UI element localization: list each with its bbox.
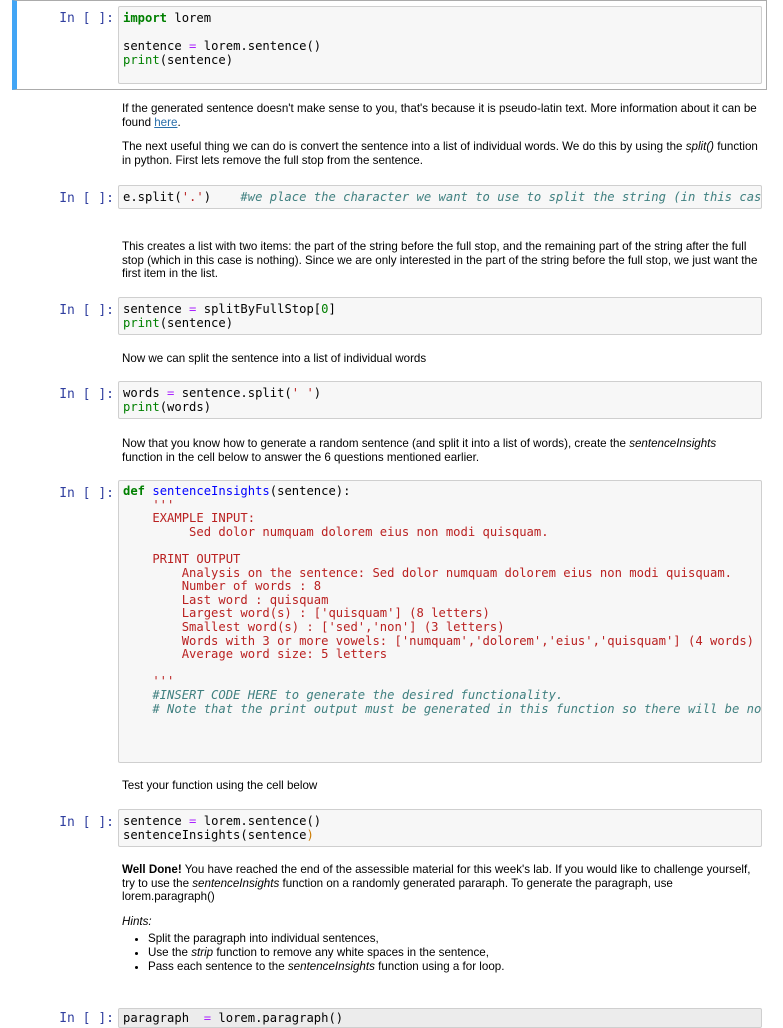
cell-5-prompt: In [ ]:: [59, 486, 114, 501]
code-text: sentence: [123, 39, 190, 53]
cell-6-prompt: In [ ]:: [59, 815, 114, 830]
here-link[interactable]: here: [154, 115, 178, 129]
md-text: You have reached the end of the assessible material for this week's lab. If you would like to challenge yourself, try to use the: [122, 863, 751, 890]
md-text: function using a for loop.: [374, 959, 505, 973]
code-text: sentenceInsights(sentence: [123, 828, 307, 842]
string-literal: '.': [181, 190, 204, 204]
md-text: The next useful thing we can do is convert the sentence into a list of individual words. We do this by using the: [122, 140, 686, 154]
list-item: [148, 932, 758, 946]
code-text: (sentence): [159, 316, 234, 330]
cell-1-editor[interactable]: [118, 6, 762, 84]
code-text: ): [313, 386, 322, 400]
operator: =: [189, 814, 197, 828]
md-text: Now that you know how to generate a random sentence (and split it into a list of words), create the: [122, 437, 630, 450]
md-text: If the generated sentence doesn't make sense to you, that's because it is pseudo-latin text. More information about it can be found: [122, 102, 757, 129]
hints-label: Hints:: [122, 914, 152, 928]
code-text: sentence: [123, 302, 190, 316]
builtin-print: print: [123, 400, 160, 414]
md-text: function to remove any white spaces in the sentence,: [213, 945, 489, 959]
md-emphasis: sentenceInsights: [287, 959, 375, 973]
operator: =: [203, 1011, 212, 1025]
cell-4-editor[interactable]: [118, 381, 762, 419]
code-comment: #INSERT CODE HERE to generate the desired functionality.: [123, 687, 564, 702]
builtin-print: print: [123, 316, 160, 330]
cell-3-editor[interactable]: [118, 297, 762, 335]
md-bold: Well Done!: [122, 863, 182, 876]
md-text: Pass each sentence to the: [148, 959, 288, 973]
md-text: Test your function using the cell below: [122, 779, 318, 792]
md-emphasis: sentenceInsights: [629, 437, 717, 450]
code-text: paragraph: [123, 1011, 204, 1025]
md-text: Split the paragraph into individual sentences,: [148, 932, 379, 946]
number-literal: 0: [321, 302, 329, 316]
code-text: lorem: [167, 11, 212, 25]
md-text: Now we can split the sentence into a list of individual words: [122, 352, 427, 365]
md-emphasis: split(): [685, 140, 715, 154]
markdown-cell-1: [122, 102, 758, 167]
cell-6-editor[interactable]: [118, 809, 762, 847]
cell-3-prompt: In [ ]:: [59, 303, 114, 318]
import-keyword: import: [123, 11, 168, 25]
md-text: function on a randomly generated pararaph. To generate the paragraph, use lorem.paragraph(): [122, 876, 673, 904]
md-text: This creates a list with two items: the part of the string before the full stop, and the remaining part of the string after the full stop (which in this case is nothing). Since we are only interested in the part of the string before the full stop, we just want the first item in the list.: [122, 240, 758, 281]
code-text: (sentence): [159, 53, 234, 67]
md-text: Use the: [148, 945, 192, 959]
code-text: sentence: [123, 814, 190, 828]
code-comment: #we place the character we want to use to split the string (in this cas: [240, 190, 762, 204]
markdown-cell-6: [122, 863, 758, 973]
cell-2-prompt: In [ ]:: [59, 191, 114, 206]
cell-1-prompt: In [ ]:: [59, 11, 114, 26]
code-text: lorem.sentence(): [196, 814, 322, 828]
md-text: .: [177, 115, 181, 129]
operator: =: [167, 386, 175, 400]
code-text: ]: [328, 302, 336, 316]
cell-5-editor[interactable]: [118, 480, 762, 763]
operator: =: [189, 302, 197, 316]
markdown-cell-5: [122, 779, 758, 793]
code-text: splitByFullStop[: [196, 302, 322, 316]
code-text: ): [203, 190, 241, 204]
cell-4-prompt: In [ ]:: [59, 387, 114, 402]
function-name: sentenceInsights: [152, 484, 270, 498]
cell-2-editor[interactable]: [118, 185, 762, 209]
def-keyword: def: [123, 484, 146, 498]
code-text: (words): [159, 400, 212, 414]
code-text: sentence.split(: [174, 386, 292, 400]
code-paren: ): [306, 828, 314, 842]
code-text: lorem.sentence(): [196, 39, 322, 53]
cell-7-prompt: In [ ]:: [59, 1011, 114, 1026]
builtin-print: print: [123, 53, 160, 67]
list-item: [148, 946, 758, 960]
markdown-cell-4: [122, 437, 758, 464]
operator: =: [189, 39, 197, 53]
string-literal: ' ': [291, 386, 314, 400]
code-text: words: [123, 386, 168, 400]
markdown-cell-3: [122, 352, 758, 366]
md-text: function in the cell below to answer the 6 questions mentioned earlier.: [122, 450, 480, 464]
markdown-cell-2: [122, 240, 758, 281]
code-comment: # Note that the print output must be generated in this function so there will be no: [123, 701, 762, 716]
cell-7-editor[interactable]: [118, 1008, 762, 1028]
md-text: function in python. First lets remove the full stop from the sentence.: [122, 140, 758, 167]
docstring: ''' EXAMPLE INPUT: Sed dolor numquam dolorem eius non modi quisquam. PRINT OUTPUT Analysis on the sentence: Sed dolor numquam dolorem eius non modi quisquam. Number of words : 8 Last word : quisquam Largest word(s) : ['quisquam'] (8 letters) Smallest word(s) : ['sed','non'] (3 letters) Words with 3 or more vowels: ['numquam','dolorem','eius','quisquam'] (4 words) Average word size: 5 letters ''': [152, 497, 755, 689]
code-text: (sentence):: [269, 484, 351, 498]
md-emphasis: strip: [191, 945, 214, 959]
hints-list: [122, 932, 758, 973]
md-emphasis: sentenceInsights: [192, 876, 280, 890]
code-text: lorem.paragraph(): [211, 1011, 344, 1025]
list-item: [148, 960, 758, 974]
code-text: e.split(: [123, 190, 182, 204]
